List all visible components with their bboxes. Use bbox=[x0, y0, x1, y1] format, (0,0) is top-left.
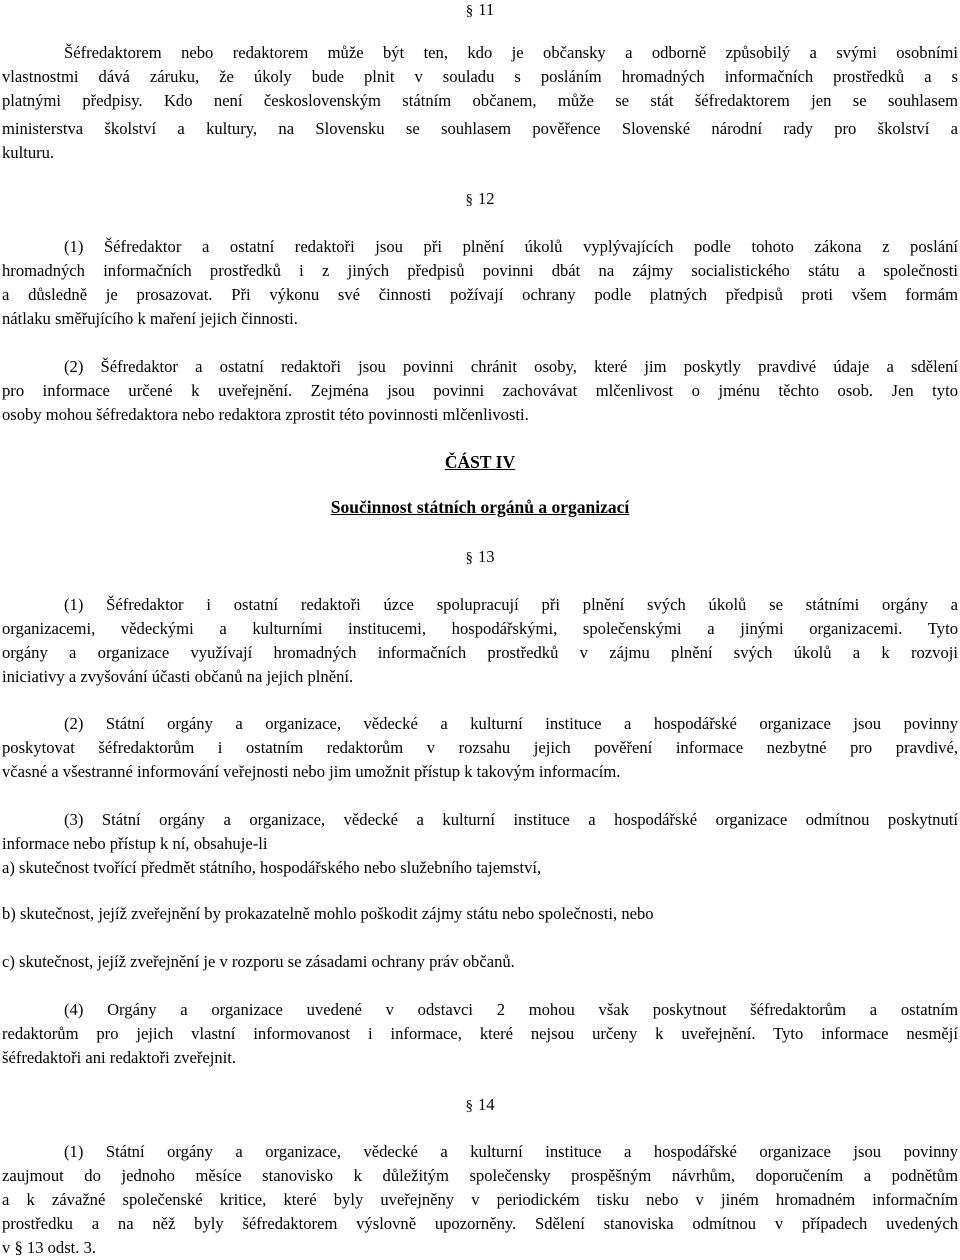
section-13-paragraph-2-line: včasné a všestranné informování veřejnosti nebo jim umožnit přístup k takovým informacím. bbox=[2, 762, 621, 781]
section-13-paragraph-4-line: (4) Orgány a organizace uvedené v odstavci 2 mohou však poskytnout šéfredaktorům a ostatním bbox=[64, 1000, 958, 1019]
part-title: ČÁST IV bbox=[444, 452, 516, 472]
section-11-line: Šéfredaktorem nebo redaktorem může být ten, kdo je občansky a odborně způsobilý a svými osobními bbox=[64, 43, 958, 62]
section-13-paragraph-1-line: organizacemi, vědeckými a kulturními institucemi, hospodářskými, společenskými a jinými organizacemi. Tyto bbox=[2, 619, 958, 638]
section-11-line: platnými předpisy. Kdo není československým státním občanem, může se stát šéfredaktorem jen se souhlasem bbox=[2, 91, 958, 110]
section-11-line: kulturu. bbox=[2, 143, 55, 162]
section-12-heading: § 12 bbox=[465, 189, 495, 208]
section-13-paragraph-2-line: (2) Státní orgány a organizace, vědecké a kulturní instituce a hospodářské organizace jsou povinny bbox=[64, 714, 958, 733]
section-13-paragraph-3-line: (3) Státní orgány a organizace, vědecké a kulturní instituce a hospodářské organizace odmítnou poskytnutí bbox=[64, 810, 958, 829]
section-13-paragraph-1-line: iniciativy a zvyšování účasti občanů na jejich plnění. bbox=[2, 667, 354, 686]
section-13-paragraph-4-line: šéfredaktoři ani redaktoři zveřejnit. bbox=[2, 1048, 237, 1067]
section-14-paragraph-1-line: prostředku a na něž byly šéfredaktorem výslovně upozorněny. Sdělení stanoviska odmítnou v případech uvedených bbox=[2, 1214, 958, 1233]
section-14-paragraph-1-line: (1) Státní orgány a organizace, vědecké a kulturní instituce a hospodářské organizace jsou povinny bbox=[64, 1142, 958, 1161]
section-12-paragraph-1-line: a důsledně je prosazovat. Při výkonu své činnosti požívají ochrany podle platných předpisů proti všem formám bbox=[2, 285, 958, 304]
section-12-paragraph-2-line: pro informace určené k uveřejnění. Zejména jsou povinni zachovávat mlčenlivost o jménu těchto osob. Jen tyto bbox=[2, 381, 958, 400]
section-11-line: ministerstva školství a kultury, na Slovensku se souhlasem pověřence Slovenské národní rady pro školství a bbox=[2, 119, 958, 138]
section-13-heading: § 13 bbox=[465, 547, 495, 566]
section-13-paragraph-4-line: redaktorům pro jejich vlastní informovanost i informace, které nejsou určeny k uveřejnění. Tyto informace nesmějí bbox=[2, 1024, 958, 1043]
section-13-item-c: c) skutečnost, jejíž zveřejnění je v rozporu se zásadami ochrany práv občanů. bbox=[2, 952, 515, 971]
part-subtitle: Součinnost státních orgánů a organizací bbox=[330, 497, 630, 517]
section-12-paragraph-1-line: hromadných informačních prostředků i z jiných předpisů povinni dbát na zájmy socialistického státu a společnosti bbox=[2, 261, 958, 280]
section-13-paragraph-1-line: (1) Šéfredaktor i ostatní redaktoři úzce spolupracují při plnění svých úkolů se státními orgány a bbox=[64, 595, 958, 614]
section-13-item-a: a) skutečnost tvořící předmět státního, hospodářského nebo služebního tajemství, bbox=[2, 858, 542, 877]
section-13-paragraph-2-line: poskytovat šéfredaktorům i ostatním redaktorům v rozsahu jejich pověření informace nezbytné pro pravdivé, bbox=[2, 738, 958, 757]
section-12-paragraph-2-line: (2) Šéfredaktor a ostatní redaktoři jsou povinni chránit osoby, které jim poskytly pravdivé údaje a sdělení bbox=[64, 357, 958, 376]
section-12-paragraph-1-line: nátlaku směřujícího k maření jejich činnosti. bbox=[2, 309, 298, 328]
section-12-paragraph-2-line: osoby mohou šéfredaktora nebo redaktora zprostit této povinnosti mlčenlivosti. bbox=[2, 405, 529, 424]
section-14-paragraph-1-line: v § 13 odst. 3. bbox=[2, 1238, 97, 1257]
section-13-paragraph-1-line: orgány a organizace využívají hromadných informačních prostředků v zájmu plnění svých úkolů a k rozvoji bbox=[2, 643, 958, 662]
section-14-paragraph-1-line: zaujmout do jednoho měsíce stanovisko k důležitým společensky prospěšným návrhům, doporučením a podnětům bbox=[2, 1166, 958, 1185]
section-14-paragraph-1-line: a k závažné společenské kritice, které byly uveřejněny v periodickém tisku nebo v jiném hromadném informačním bbox=[2, 1190, 958, 1209]
section-14-heading: § 14 bbox=[465, 1095, 495, 1114]
section-11-heading: § 11 bbox=[465, 0, 495, 19]
section-13-paragraph-3-line: informace nebo přístup k ní, obsahuje-li bbox=[2, 834, 268, 853]
section-13-item-b: b) skutečnost, jejíž zveřejnění by prokazatelně mohlo poškodit zájmy státu nebo společnosti, nebo bbox=[2, 904, 654, 923]
section-12-paragraph-1-line: (1) Šéfredaktor a ostatní redaktoři jsou při plnění úkolů vyplývajících podle tohoto zákona z poslání bbox=[64, 237, 958, 256]
section-11-line: vlastnostmi dává záruku, že úkoly bude plnit v souladu s posláním hromadných informačních prostředků a s bbox=[2, 67, 958, 86]
